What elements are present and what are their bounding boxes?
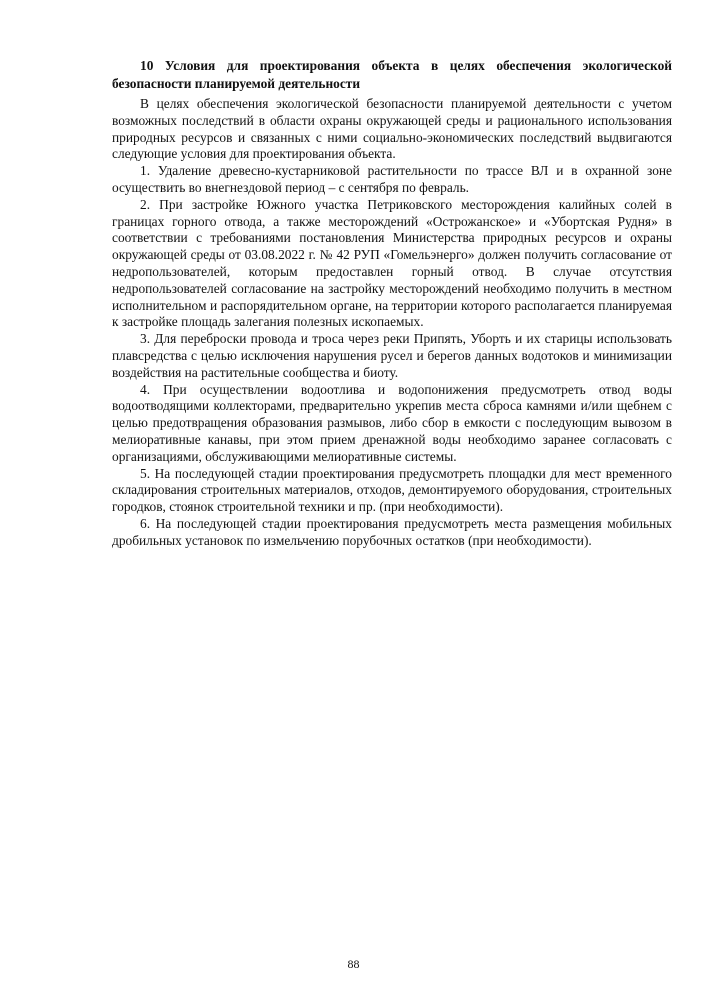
condition-6-paragraph: 6. На последующей стадии проектирования предусмотреть места размещения мобильных дробильных установок по измельчению порубочных остатков (при необходимости).: [112, 515, 672, 548]
condition-3-paragraph: 3. Для переброски провода и троса через реки Припять, Уборть и их старицы использовать плавсредства с целью исключения нарушения русел и берегов данных водотоков и минимизации воздействия на растительные сообщества и биоту.: [112, 331, 672, 380]
condition-1-paragraph: 1. Удаление древесно-кустарниковой растительности по трассе ВЛ и в охранной зоне осуществить во внегнездовой период – с сентября по февраль.: [112, 163, 672, 195]
page-number: 88: [347, 957, 360, 971]
condition-4-paragraph: 4. При осуществлении водоотлива и водопонижения предусмотреть отвод воды водоотводящими коллекторами, предварительно укрепив места сброса камнями и/или щебнем с целью предотвращения образования размывов, либо сбор в емкости с последующим вывозом в мелиоративные канавы, при этом прием дренажной воды необходимо заранее согласовать с организациями, обслуживающими мелиоративные системы.: [112, 381, 672, 464]
page-content: [112, 57, 672, 550]
intro-paragraph: В целях обеспечения экологической безопасности планируемой деятельности с учетом возможных последствий в области охраны окружающей среды и рационального использования природных ресурсов и связанных с ними социально-экономических последствий выдвигаются следующие условия для проектирования объекта.: [112, 96, 672, 162]
condition-2-paragraph: 2. При застройке Южного участка Петриковского месторождения калийных солей в границах горного отвода, а также месторождений «Острожанское» и «Убортская Рудня» в соответствии с требованиями постановления Министерства природных ресурсов и охраны окружающей среды от 03.08.2022 г. № 42 РУП «Гомельэнерго» должен получить согласование от недропользователей, которым предоставлен горный отвод. В случае отсутствия недропользователей согласование на застройку месторождений необходимо получить в местном исполнительном и распорядительном органе, на территории которого располагается планируемая к застройке площадь залегания полезных ископаемых.: [112, 196, 672, 330]
condition-5-paragraph: 5. На последующей стадии проектирования предусмотреть площадки для мест временного складирования строительных материалов, отходов, демонтируемого оборудования, строительных городков, стоянок строительной техники и пр. (при необходимости).: [112, 465, 672, 515]
section-heading: 10 Условия для проектирования объекта в целях обеспечения экологической безопасности планируемой деятельности: [112, 58, 672, 91]
